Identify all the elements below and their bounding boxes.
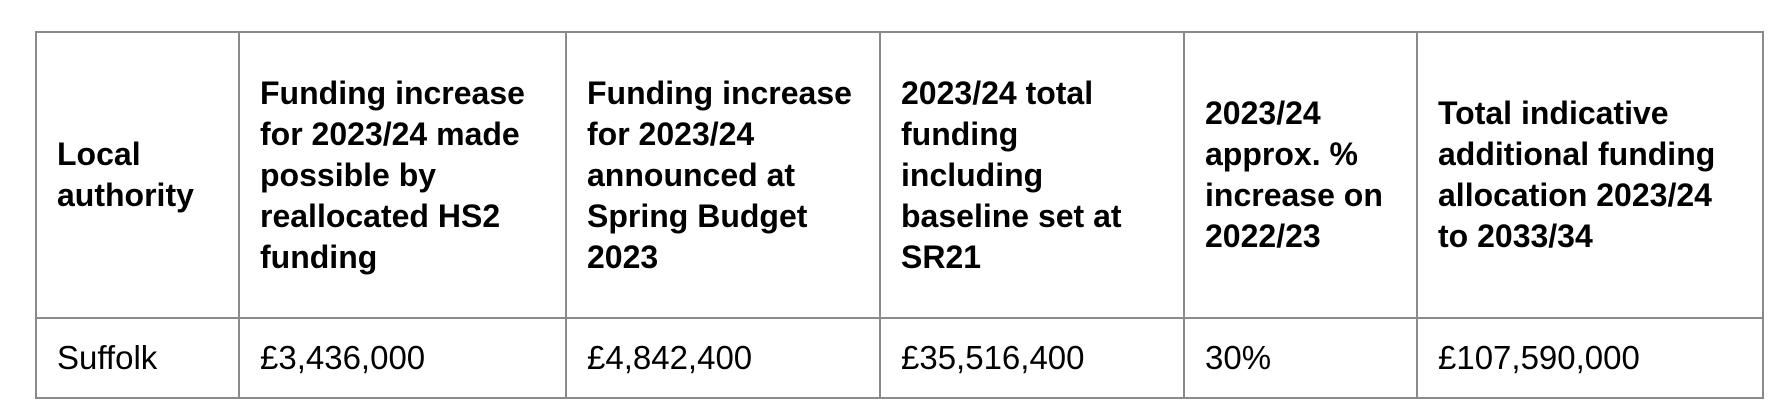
column-header-percent-increase: 2023/24 approx. % increase on 2022/23 [1184,32,1417,318]
funding-table-container [35,31,1764,399]
table-body [36,318,1763,398]
cell-total-indicative-allocation: £107,590,000 [1417,318,1763,398]
column-header-spring-budget-increase: Funding increase for 2023/24 announced at Spring Budget 2023 [566,32,880,318]
table-row [36,318,1763,398]
cell-total-funding: £35,516,400 [880,318,1184,398]
cell-spring-budget-increase: £4,842,400 [566,318,880,398]
cell-percent-increase: 30% [1184,318,1417,398]
cell-local-authority: Suffolk [36,318,239,398]
column-header-total-funding: 2023/24 total funding including baseline set at SR21 [880,32,1184,318]
funding-table [35,31,1764,399]
cell-hs2-funding-increase: £3,436,000 [239,318,566,398]
column-header-local-authority: Local authority [36,32,239,318]
header-row [36,32,1763,318]
column-header-total-indicative-allocation: Total indicative additional funding allocation 2023/24 to 2033/34 [1417,32,1763,318]
column-header-hs2-funding-increase: Funding increase for 2023/24 made possible by reallocated HS2 funding [239,32,566,318]
table-header [36,32,1763,318]
